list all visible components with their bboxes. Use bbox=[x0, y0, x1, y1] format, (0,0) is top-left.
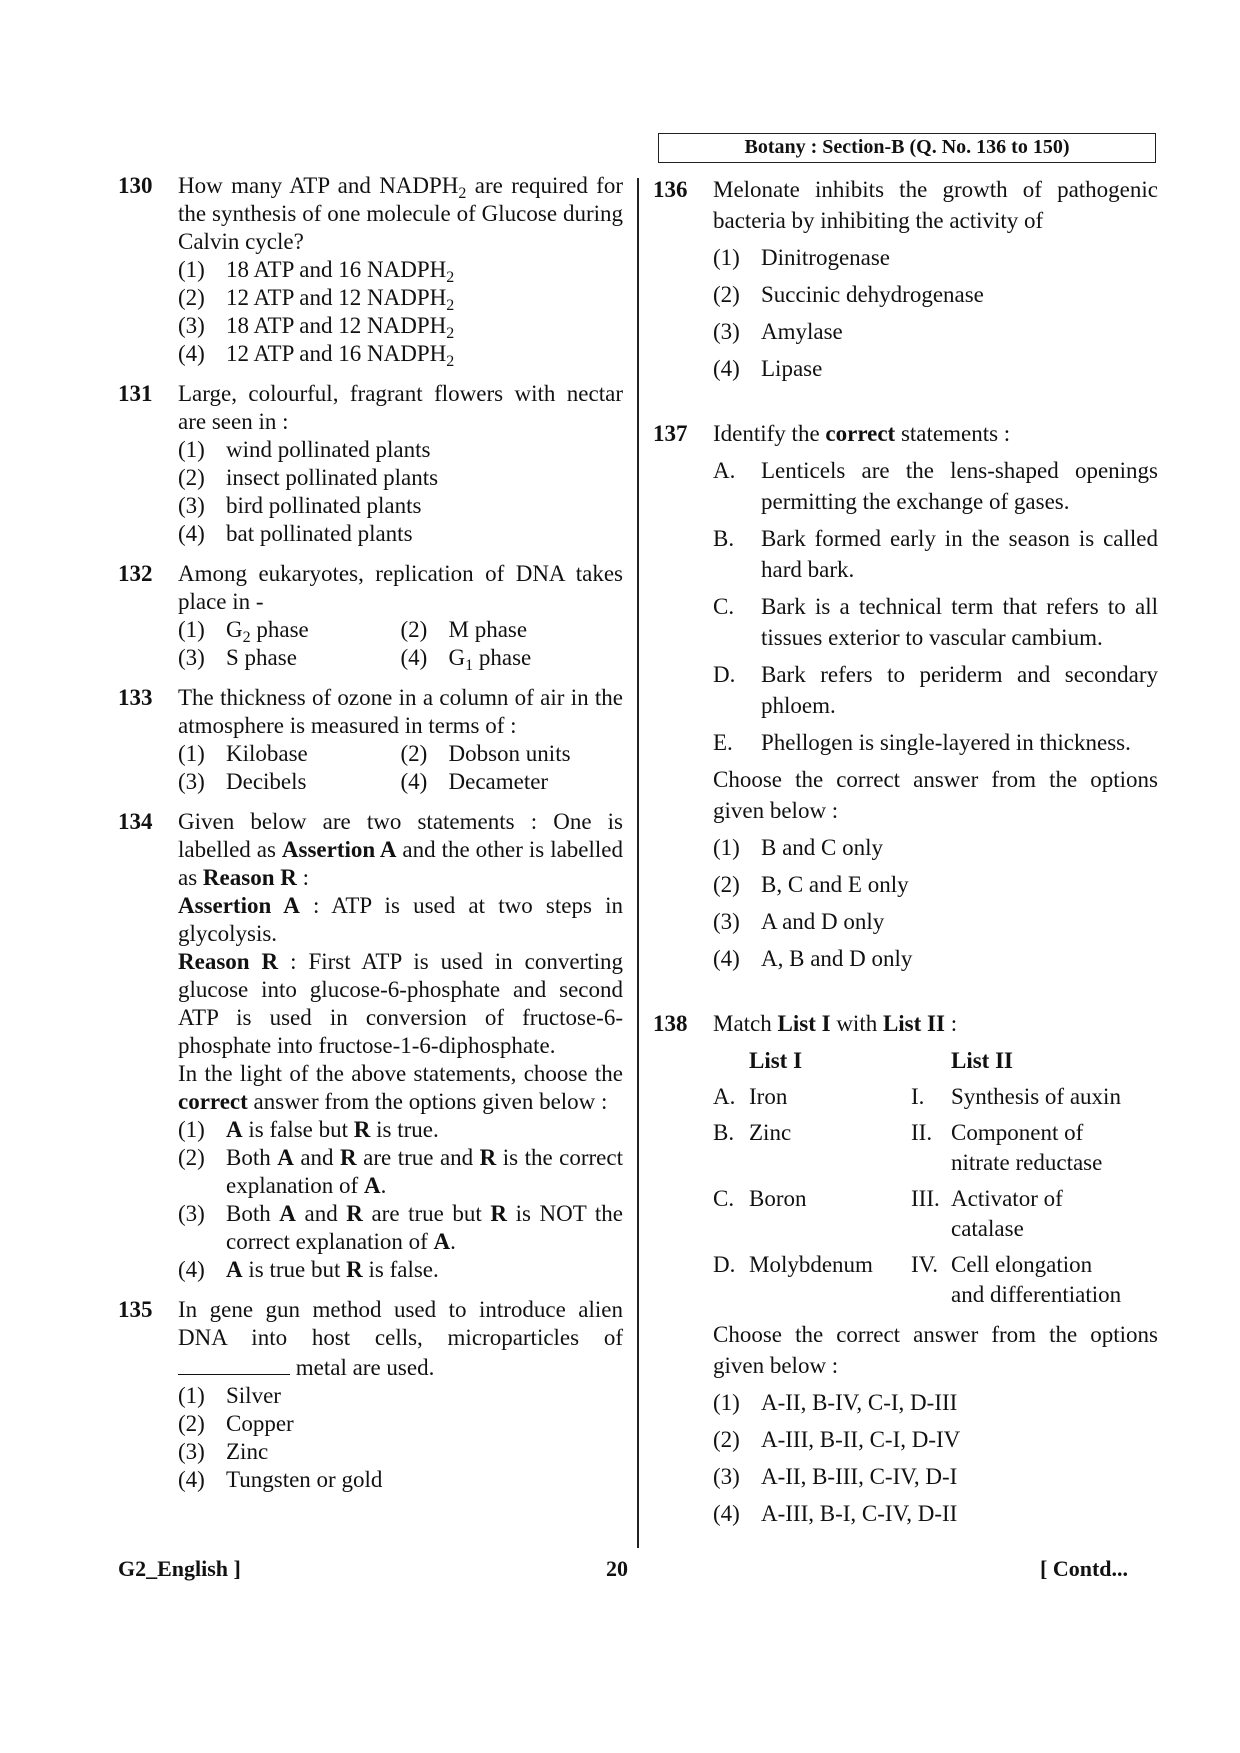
column-divider bbox=[637, 178, 639, 1548]
option: (1) A is false but R is true. bbox=[178, 1117, 439, 1142]
option: (3) bird pollinated plants bbox=[178, 493, 422, 518]
option: (3) S phase bbox=[178, 645, 297, 670]
statement: C. Bark is a technical term that refers to all tissues exterior to vascular cambium. bbox=[713, 594, 1158, 650]
option: (2) 12 ATP and 12 $NADPH_2$ bbox=[178, 285, 455, 314]
option: (3) 18 ATP and 12 $NADPH_2$ bbox=[178, 313, 455, 342]
option: (4) A is true but R is false. bbox=[178, 1257, 439, 1282]
question-stem: Among eukaryotes, replication of DNA takes place in - bbox=[178, 561, 623, 614]
question-stem: Large, colourful, fragrant flowers with nectar are seen in : bbox=[178, 381, 623, 434]
instruction: Choose the correct answer from the options given below : bbox=[713, 767, 1158, 823]
option: (3) A and D only bbox=[713, 909, 885, 934]
option: (4) 12 ATP and 16 $NADPH_2$ bbox=[178, 341, 455, 370]
question-134 bbox=[118, 808, 623, 1284]
question-stem: Match List I with List II : bbox=[713, 1011, 958, 1036]
question-130 bbox=[118, 172, 623, 368]
question-stem: Melonate inhibits the growth of pathogenic bacteria by inhibiting the activity of bbox=[713, 177, 1158, 233]
table-row: B. Zinc II. Component of nitrate reductase bbox=[713, 1120, 1103, 1175]
option: (2) A-III, B-II, C-I, D-IV bbox=[713, 1427, 961, 1452]
table-row: D. Molybdenum IV. Cell elongation and differentiation bbox=[713, 1252, 1122, 1307]
option: (3) Decibels bbox=[178, 769, 307, 794]
instruction: In the light of the above statements, choose the correct answer from the options given below : bbox=[178, 1061, 623, 1114]
statement: D. Bark refers to periderm and secondary phloem. bbox=[713, 662, 1158, 718]
question-number: 133 bbox=[118, 685, 153, 710]
question-stem: In gene gun method used to introduce alien DNA into host cells, microparticles of metal are used. bbox=[178, 1297, 623, 1380]
option: (1) 18 ATP and 16 $NADPH_2$ bbox=[178, 257, 455, 286]
option: (4) Tungsten or gold bbox=[178, 1467, 383, 1492]
option: (1) Dinitrogenase bbox=[713, 245, 891, 270]
list-1-header: List I bbox=[749, 1048, 803, 1073]
option: (4) A, B and D only bbox=[713, 946, 913, 971]
option: (1) $G_2$ phase bbox=[178, 617, 309, 646]
question-number: 136 bbox=[653, 177, 688, 202]
footer-contd: [ Contd... bbox=[1040, 1556, 1129, 1581]
option: (2) Copper bbox=[178, 1411, 294, 1436]
question-133 bbox=[118, 684, 623, 796]
question-138 bbox=[653, 1008, 1158, 1529]
option: (3) Both A and R are true but R is NOT the correct explanation of A. bbox=[178, 1201, 623, 1254]
option: (3) A-II, B-III, C-IV, D-I bbox=[713, 1464, 958, 1489]
option: (3) Amylase bbox=[713, 319, 843, 344]
question-136 bbox=[653, 174, 1158, 384]
option: (2) M phase bbox=[400, 617, 528, 642]
option: (2) Succinic dehydrogenase bbox=[713, 282, 984, 307]
list-2-header: List II bbox=[951, 1048, 1013, 1073]
option: (4) Decameter bbox=[400, 769, 549, 794]
table-row: C. Boron III. Activator of catalase bbox=[713, 1186, 1063, 1241]
question-number: 132 bbox=[118, 561, 153, 586]
question-stem: Given below are two statements : One is labelled as Assertion A and the other is labelled as Reason R : bbox=[178, 809, 623, 890]
statement: B. Bark formed early in the season is called hard bark. bbox=[713, 526, 1158, 582]
footer-page-number: 20 bbox=[606, 1556, 628, 1581]
question-number: 130 bbox=[118, 173, 153, 198]
section-header: Botany : Section-B (Q. No. 136 to 150) bbox=[658, 133, 1156, 163]
assertion-statement: Assertion A : ATP is used at two steps in glycolysis. bbox=[178, 893, 623, 946]
option: (2) Dobson units bbox=[400, 741, 571, 766]
option: (3) Zinc bbox=[178, 1439, 269, 1464]
question-132 bbox=[118, 560, 623, 672]
option: (1) Kilobase bbox=[178, 741, 308, 766]
question-137 bbox=[653, 418, 1158, 974]
footer-booklet-code: G2_English ] bbox=[118, 1556, 241, 1581]
question-135 bbox=[118, 1296, 623, 1494]
question-stem: Identify the correct statements : bbox=[713, 421, 1011, 446]
question-number: 135 bbox=[118, 1297, 153, 1322]
question-number: 137 bbox=[653, 421, 688, 446]
option: (1) B and C only bbox=[713, 835, 884, 860]
option: (4) bat pollinated plants bbox=[178, 521, 413, 546]
question-stem: How many ATP and $NADPH_2$ are required for the synthesis of one molecule of Glucose during Calvin cycle? bbox=[178, 173, 623, 254]
fill-in-blank bbox=[178, 1352, 290, 1375]
reason-statement: Reason R : First ATP is used in converting glucose into glucose-6-phosphate and second ATP is used in conversion of fructose-6-phosphate into fructose-1-6-diphosphate. bbox=[178, 949, 623, 1058]
question-131 bbox=[118, 380, 623, 548]
option: (2) B, C and E only bbox=[713, 872, 909, 897]
option: (1) wind pollinated plants bbox=[178, 437, 431, 462]
option: (1) A-II, B-IV, C-I, D-III bbox=[713, 1390, 958, 1415]
statement: A. Lenticels are the lens-shaped openings permitting the exchange of gases. bbox=[713, 458, 1158, 514]
option: (2) insect pollinated plants bbox=[178, 465, 439, 490]
option: (2) Both A and R are true and R is the correct explanation of A. bbox=[178, 1145, 623, 1198]
statement: E. Phellogen is single-layered in thickness. bbox=[713, 730, 1131, 755]
option: (4) A-III, B-I, C-IV, D-II bbox=[713, 1501, 958, 1526]
table-row: A. Iron I. Synthesis of auxin bbox=[713, 1084, 1121, 1109]
question-number: 131 bbox=[118, 381, 153, 406]
option: (1) Silver bbox=[178, 1383, 281, 1408]
right-column bbox=[653, 174, 1158, 1529]
left-column bbox=[118, 172, 623, 1494]
instruction: Choose the correct answer from the options given below : bbox=[713, 1322, 1158, 1378]
question-number: 134 bbox=[118, 809, 153, 834]
question-number: 138 bbox=[653, 1011, 688, 1036]
match-table bbox=[713, 1043, 1131, 1313]
question-stem: The thickness of ozone in a column of air in the atmosphere is measured in terms of : bbox=[178, 685, 623, 738]
option: (4) $G_1$ phase bbox=[400, 645, 532, 674]
option: (4) Lipase bbox=[713, 356, 823, 381]
